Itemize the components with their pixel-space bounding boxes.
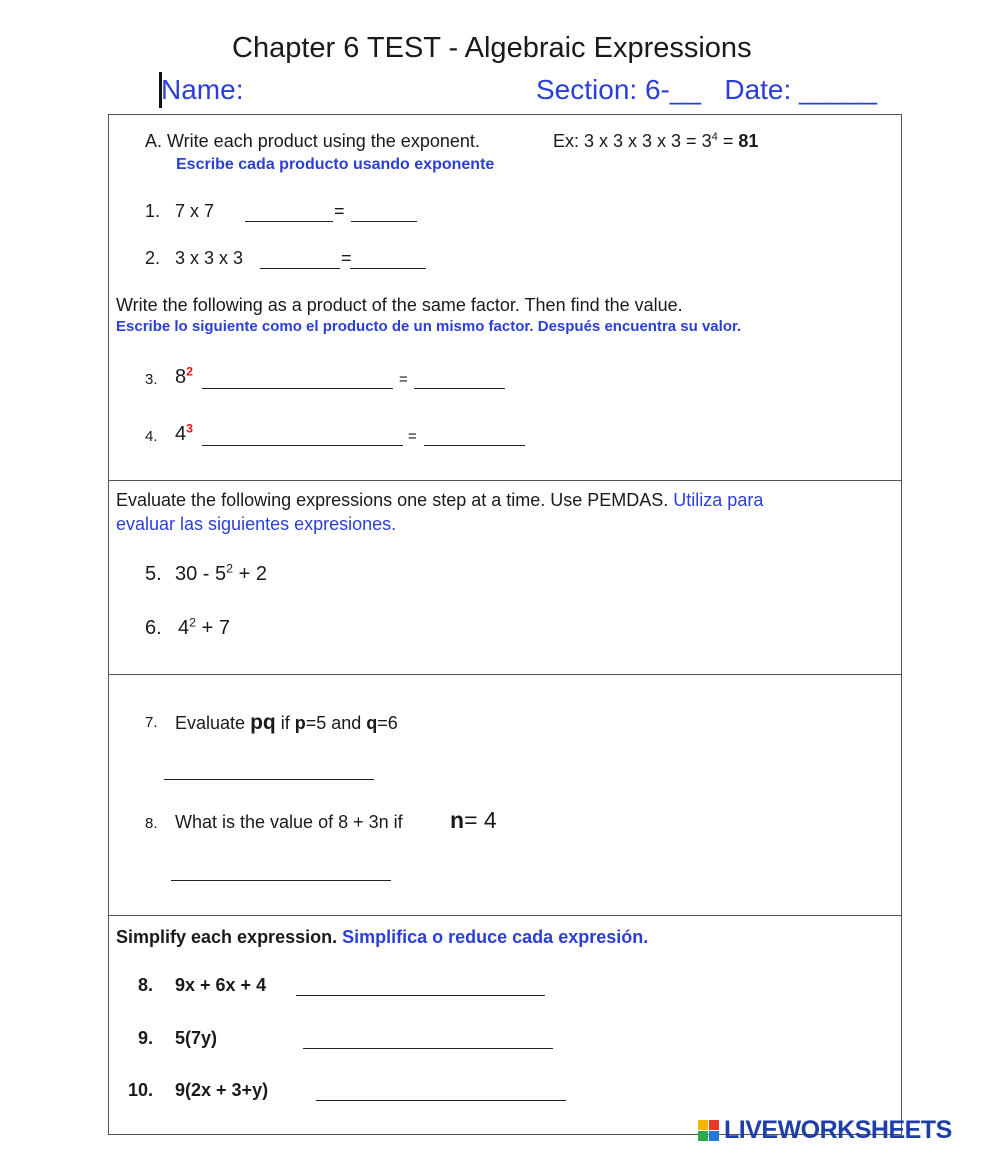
example-result: 81 — [738, 131, 759, 151]
q8c-answer-blank[interactable] — [171, 880, 391, 881]
q3-equals: = — [399, 371, 408, 388]
q3-exponent: 2 — [186, 364, 194, 379]
q6-part-a: 4 — [178, 617, 190, 639]
section-d-box — [108, 915, 902, 1135]
q8c-var-value — [450, 807, 497, 834]
q7-q: q — [366, 713, 378, 733]
q8d-text: 9x + 6x + 4 — [175, 975, 267, 995]
q7-answer-blank[interactable] — [164, 779, 374, 780]
q7-p: p — [294, 713, 306, 733]
q2-answer-blank-1[interactable] — [260, 268, 340, 269]
q4-number: 4. — [145, 428, 158, 445]
q1-text: 7 x 7 — [175, 201, 215, 221]
section-date-label — [536, 74, 877, 106]
q8c-var: n — [450, 807, 465, 833]
q3-answer-blank-1[interactable] — [202, 388, 393, 389]
q1-number: 1. — [145, 201, 161, 221]
q4-exponent: 3 — [186, 421, 194, 436]
q7-text — [175, 711, 398, 735]
part-d-instruction-line — [116, 927, 648, 948]
q7-part-d: =6 — [377, 713, 398, 733]
q4-answer-blank-1[interactable] — [202, 445, 403, 446]
date-label: Date: _____ — [724, 74, 877, 105]
q3-expression — [175, 366, 193, 389]
q9-number: 9. — [138, 1028, 154, 1048]
q2-equals: = — [341, 248, 352, 268]
q4-equals: = — [408, 428, 417, 445]
q5-expression — [175, 563, 267, 586]
part-b-instruction: Evaluate the following expressions one step at a time. Use PEMDAS. — [116, 490, 669, 510]
q7-var: pq — [250, 711, 276, 734]
example-prefix: Ex: 3 x 3 x 3 x 3 = 3 — [553, 131, 712, 151]
q10-answer-blank[interactable] — [316, 1100, 566, 1101]
q4-answer-blank-2[interactable] — [424, 445, 525, 446]
q6-exponent: 2 — [189, 615, 197, 630]
q8c-number: 8. — [145, 815, 158, 832]
q2-answer-blank-2[interactable] — [350, 268, 426, 269]
part-b-instruction-es-1: Utiliza para — [673, 490, 764, 510]
name-label: Name: — [161, 74, 244, 105]
q7-part-c: =5 and — [305, 713, 367, 733]
q7-part-a: Evaluate — [175, 713, 251, 733]
q6-number: 6. — [145, 617, 162, 639]
q7-part-b: if — [275, 713, 295, 733]
q3-base: 8 — [175, 366, 187, 388]
q5-part-b: + 2 — [233, 563, 267, 585]
example-exponent: 4 — [711, 131, 718, 143]
q9-text: 5(7y) — [175, 1028, 218, 1048]
liveworksheets-logo[interactable]: LIVEWORKSHEETS — [724, 1116, 952, 1144]
part-a-example — [553, 131, 758, 152]
q5-part-a: 30 - 5 — [175, 563, 227, 585]
q1-answer-blank-1[interactable] — [245, 221, 333, 222]
q5-exponent: 2 — [226, 561, 234, 576]
part-d-instruction: Simplify each expression. — [116, 927, 338, 947]
part-d-instruction-es: Simplifica o reduce cada expresión. — [342, 927, 649, 947]
q2-text: 3 x 3 x 3 — [175, 248, 244, 268]
section-label: Section: 6-__ — [536, 74, 701, 105]
q8c-text: What is the value of 8 + 3n if — [175, 812, 403, 832]
q9-answer-blank[interactable] — [303, 1048, 553, 1049]
q6-part-b: + 7 — [196, 617, 230, 639]
q3-answer-blank-2[interactable] — [414, 388, 505, 389]
q3-number: 3. — [145, 371, 158, 388]
part-a-instruction-es: Escribe cada producto usando exponente — [176, 156, 495, 173]
q10-number: 10. — [128, 1080, 154, 1100]
q4-expression — [175, 423, 193, 446]
example-eq: = — [717, 131, 739, 151]
q1-equals: = — [334, 201, 345, 221]
q10-text: 9(2x + 3+y) — [175, 1080, 269, 1100]
part-a2-instruction: Write the following as a product of the same factor. Then find the value. — [116, 295, 683, 315]
q1-answer-blank-2[interactable] — [351, 221, 417, 222]
q6-expression — [178, 617, 230, 640]
liveworksheets-logo-icon — [698, 1120, 720, 1142]
q8c-val: = 4 — [464, 807, 497, 833]
q4-base: 4 — [175, 423, 187, 445]
q7-number: 7. — [145, 714, 158, 731]
part-b-instruction-line — [116, 490, 763, 511]
q2-number: 2. — [145, 248, 161, 268]
part-a-instruction: A. Write each product using the exponent. — [145, 131, 480, 151]
part-b-instruction-es-2: evaluar las siguientes expresiones. — [116, 514, 397, 534]
part-a2-instruction-es: Escribe lo siguiente como el producto de un mismo factor. Después encuentra su valor. — [116, 318, 742, 335]
q8d-answer-blank[interactable] — [296, 995, 545, 996]
page-title: Chapter 6 TEST - Algebraic Expressions — [232, 32, 752, 64]
q8d-number: 8. — [138, 975, 154, 995]
q5-number: 5. — [145, 563, 162, 585]
